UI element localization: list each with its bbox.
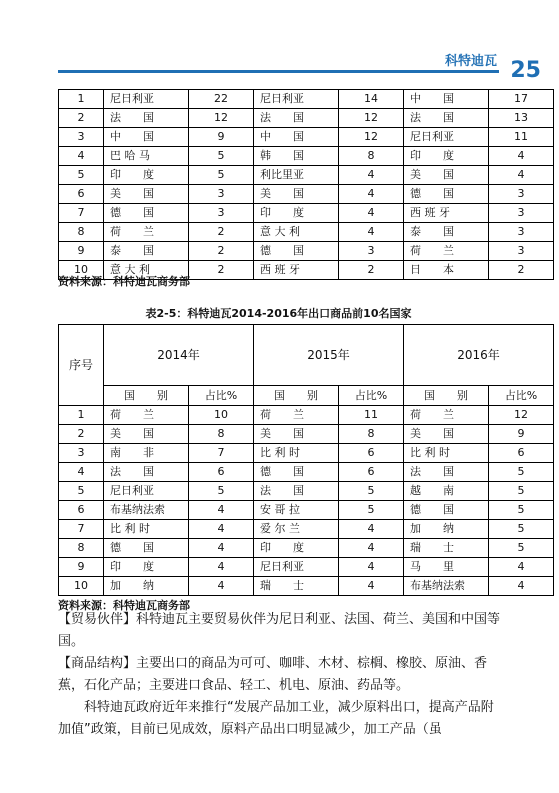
table-row — [59, 539, 554, 558]
row-index: 9 — [59, 242, 104, 261]
country-cell: 中 国 — [404, 90, 489, 109]
value-cell: 3 — [489, 204, 554, 223]
value-cell: 2 — [189, 223, 254, 242]
country-cell: 马 里 — [404, 558, 489, 577]
value-cell: 3 — [189, 185, 254, 204]
value-cell: 4 — [339, 577, 404, 596]
value-cell: 4 — [489, 558, 554, 577]
country-cell: 泰 国 — [404, 223, 489, 242]
table-row — [59, 406, 554, 425]
country-cell: 美 国 — [404, 166, 489, 185]
value-cell: 12 — [339, 128, 404, 147]
col-header-country: 国 别 — [404, 386, 489, 406]
table-export-destinations — [58, 324, 554, 596]
row-index: 5 — [59, 482, 104, 501]
value-cell: 5 — [489, 539, 554, 558]
country-cell: 巴 哈 马 — [104, 147, 189, 166]
row-index: 1 — [59, 90, 104, 109]
value-cell: 9 — [189, 128, 254, 147]
value-cell: 5 — [489, 501, 554, 520]
col-header-country: 国 别 — [254, 386, 339, 406]
row-index: 10 — [59, 261, 104, 280]
value-cell: 8 — [339, 425, 404, 444]
value-cell: 3 — [189, 204, 254, 223]
country-cell: 法 国 — [104, 463, 189, 482]
country-cell: 印 度 — [254, 539, 339, 558]
page-number: 25 — [510, 58, 541, 83]
value-cell: 3 — [489, 242, 554, 261]
row-index: 4 — [59, 147, 104, 166]
country-cell: 比 利 时 — [104, 520, 189, 539]
country-cell: 安 哥 拉 — [254, 501, 339, 520]
value-cell: 5 — [189, 166, 254, 185]
table-row — [59, 425, 554, 444]
country-cell: 中 国 — [254, 128, 339, 147]
table-top-partners — [58, 89, 554, 280]
country-cell: 南 非 — [104, 444, 189, 463]
value-cell: 4 — [189, 577, 254, 596]
country-cell: 利比里亚 — [254, 166, 339, 185]
country-cell: 印 度 — [104, 558, 189, 577]
country-cell: 荷 兰 — [104, 223, 189, 242]
row-index: 5 — [59, 166, 104, 185]
country-cell: 荷 兰 — [104, 406, 189, 425]
value-cell: 12 — [339, 109, 404, 128]
col-header-share: 占比% — [489, 386, 554, 406]
table-row — [59, 577, 554, 596]
country-cell: 瑞 士 — [404, 539, 489, 558]
table-row — [59, 166, 554, 185]
country-cell: 爱 尔 兰 — [254, 520, 339, 539]
value-cell: 4 — [189, 501, 254, 520]
row-index: 9 — [59, 558, 104, 577]
header-title: 科特迪瓦 — [444, 54, 497, 69]
country-cell: 意 大 利 — [254, 223, 339, 242]
table-row — [59, 223, 554, 242]
country-cell: 印 度 — [104, 166, 189, 185]
country-cell: 美 国 — [404, 425, 489, 444]
country-cell: 瑞 士 — [254, 577, 339, 596]
value-cell: 14 — [339, 90, 404, 109]
value-cell: 4 — [339, 166, 404, 185]
value-cell: 12 — [489, 406, 554, 425]
value-cell: 9 — [489, 425, 554, 444]
row-index: 8 — [59, 539, 104, 558]
country-cell: 泰 国 — [104, 242, 189, 261]
row-index: 8 — [59, 223, 104, 242]
country-cell: 德 国 — [104, 204, 189, 223]
table-row — [59, 204, 554, 223]
value-cell: 5 — [189, 482, 254, 501]
country-cell: 意 大 利 — [104, 261, 189, 280]
value-cell: 4 — [339, 185, 404, 204]
country-cell: 越 南 — [404, 482, 489, 501]
country-cell: 德 国 — [404, 185, 489, 204]
value-cell: 5 — [489, 482, 554, 501]
table-row — [59, 147, 554, 166]
country-cell: 法 国 — [104, 109, 189, 128]
country-cell: 美 国 — [254, 185, 339, 204]
value-cell: 2 — [489, 261, 554, 280]
row-index: 7 — [59, 204, 104, 223]
country-cell: 西 班 牙 — [404, 204, 489, 223]
value-cell: 3 — [489, 223, 554, 242]
value-cell: 4 — [339, 520, 404, 539]
value-cell: 3 — [339, 242, 404, 261]
country-cell: 荷 兰 — [254, 406, 339, 425]
row-index: 4 — [59, 463, 104, 482]
value-cell: 6 — [189, 463, 254, 482]
paragraph-commodity-structure: 【商品结构】主要出口的商品为可可、咖啡、木材、棕榈、橡胶、原油、香蕉，石化产品；主要进口食品、轻工、机电、原油、药品等。 — [58, 656, 488, 693]
value-cell: 4 — [339, 204, 404, 223]
value-cell: 8 — [339, 147, 404, 166]
row-index: 1 — [59, 406, 104, 425]
table2-source: 资料来源：科特迪瓦商务部 — [58, 599, 190, 612]
country-cell: 德 国 — [104, 539, 189, 558]
country-cell: 德 国 — [254, 242, 339, 261]
table-row — [59, 242, 554, 261]
value-cell: 4 — [339, 539, 404, 558]
value-cell: 11 — [489, 128, 554, 147]
row-index: 2 — [59, 109, 104, 128]
row-index: 7 — [59, 520, 104, 539]
country-cell: 比 利 时 — [254, 444, 339, 463]
value-cell: 13 — [489, 109, 554, 128]
value-cell: 17 — [489, 90, 554, 109]
value-cell: 4 — [339, 223, 404, 242]
col-header-country: 国 别 — [104, 386, 189, 406]
table-row — [59, 501, 554, 520]
table-row — [59, 90, 554, 109]
table1-source: 资料来源：科特迪瓦商务部 — [58, 275, 190, 288]
paragraph-trade-partners: 【贸易伙伴】科特迪瓦主要贸易伙伴为尼日利亚、法国、荷兰、美国和中国等国。 — [58, 612, 501, 649]
country-cell: 加 纳 — [404, 520, 489, 539]
country-cell: 尼日利亚 — [104, 482, 189, 501]
value-cell: 2 — [189, 242, 254, 261]
year-header: 2016年 — [404, 325, 554, 386]
table-row — [59, 520, 554, 539]
table-row — [59, 444, 554, 463]
value-cell: 8 — [189, 425, 254, 444]
row-index: 6 — [59, 185, 104, 204]
value-cell: 5 — [339, 501, 404, 520]
col-header-share: 占比% — [189, 386, 254, 406]
country-cell: 德 国 — [254, 463, 339, 482]
paragraph-policy: 科特迪瓦政府近年来推行“发展产品加工业，减少原料出口，提高产品附加值”政策，目前已见成效，原料产品出口明显减少，加工产品（虽 — [58, 700, 494, 737]
value-cell: 6 — [339, 444, 404, 463]
value-cell: 5 — [489, 520, 554, 539]
year-header: 2015年 — [254, 325, 404, 386]
country-cell: 中 国 — [104, 128, 189, 147]
year-header: 2014年 — [104, 325, 254, 386]
country-cell: 荷 兰 — [404, 242, 489, 261]
row-index: 3 — [59, 444, 104, 463]
table-row — [59, 109, 554, 128]
country-cell: 德 国 — [404, 501, 489, 520]
value-cell: 2 — [189, 261, 254, 280]
value-cell: 4 — [489, 577, 554, 596]
table-row — [59, 482, 554, 501]
country-cell: 布基纳法索 — [404, 577, 489, 596]
row-index: 2 — [59, 425, 104, 444]
value-cell: 10 — [189, 406, 254, 425]
value-cell: 4 — [189, 520, 254, 539]
row-index: 3 — [59, 128, 104, 147]
row-index: 10 — [59, 577, 104, 596]
country-cell: 加 纳 — [104, 577, 189, 596]
country-cell: 日 本 — [404, 261, 489, 280]
value-cell: 4 — [189, 558, 254, 577]
country-cell: 比 利 时 — [404, 444, 489, 463]
value-cell: 2 — [339, 261, 404, 280]
value-cell: 3 — [489, 185, 554, 204]
country-cell: 荷 兰 — [404, 406, 489, 425]
value-cell: 22 — [189, 90, 254, 109]
country-cell: 美 国 — [254, 425, 339, 444]
country-cell: 尼日利亚 — [104, 90, 189, 109]
row-index: 6 — [59, 501, 104, 520]
table-row — [59, 558, 554, 577]
country-cell: 法 国 — [254, 109, 339, 128]
country-cell: 布基纳法索 — [104, 501, 189, 520]
header-rule — [58, 70, 499, 73]
country-cell: 印 度 — [254, 204, 339, 223]
value-cell: 5 — [189, 147, 254, 166]
country-cell: 美 国 — [104, 425, 189, 444]
col-header-share: 占比% — [339, 386, 404, 406]
value-cell: 5 — [339, 482, 404, 501]
seq-header: 序号 — [59, 325, 104, 406]
country-cell: 韩 国 — [254, 147, 339, 166]
table-row — [59, 463, 554, 482]
value-cell: 4 — [489, 166, 554, 185]
country-cell: 法 国 — [254, 482, 339, 501]
country-cell: 法 国 — [404, 109, 489, 128]
value-cell: 12 — [189, 109, 254, 128]
value-cell: 4 — [489, 147, 554, 166]
country-cell: 尼日利亚 — [404, 128, 489, 147]
value-cell: 6 — [339, 463, 404, 482]
table-row — [59, 128, 554, 147]
country-cell: 尼日利亚 — [254, 90, 339, 109]
table-row — [59, 185, 554, 204]
value-cell: 7 — [189, 444, 254, 463]
value-cell: 6 — [489, 444, 554, 463]
table2-caption: 表2-5：科特迪瓦2014-2016年出口商品前10名国家 — [145, 307, 412, 320]
country-cell: 美 国 — [104, 185, 189, 204]
country-cell: 西 班 牙 — [254, 261, 339, 280]
country-cell: 印 度 — [404, 147, 489, 166]
country-cell: 法 国 — [404, 463, 489, 482]
value-cell: 4 — [339, 558, 404, 577]
value-cell: 5 — [489, 463, 554, 482]
value-cell: 4 — [189, 539, 254, 558]
country-cell: 尼日利亚 — [254, 558, 339, 577]
value-cell: 11 — [339, 406, 404, 425]
